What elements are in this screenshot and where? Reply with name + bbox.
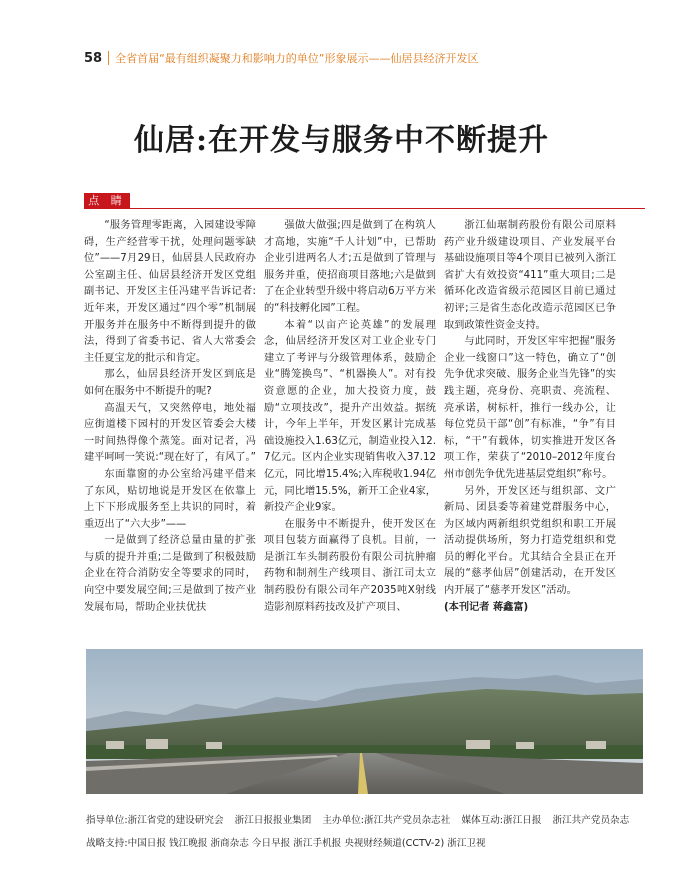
paragraph: 一是做到了经济总量由量的扩张与质的提升并重;二是做到了积极鼓励企业在符合消防安全等要求的同时，向空中要发展空间;三是做到了按产业发展布局，帮助企业扶优扶 <box>84 535 256 613</box>
article-column-2 <box>264 218 436 616</box>
section-rule <box>84 208 645 209</box>
paragraph: “服务管理零距离，入园建设零障碍，生产经营零干扰，处理问题零缺位”——7月29日，仙居县人民政府办公室副主任、仙居县经济开发区党组副书记、开发区主任冯建平告诉记者:近年来，开发区通过“四个零”机制展开服务并在服务中不断得到提升的做法，得到了省委书记、省人大常委会主任夏宝龙的批示和肯定。 <box>84 220 256 364</box>
page-header <box>84 50 479 66</box>
paragraph: 本着“以亩产论英雄”的发展理念，仙居经济开发区对工业企业专门建立了考评与分级管理体系，鼓励企业“腾笼换鸟”、“机器换人”。对有投资意愿的企业，加大投资力度，鼓励“立项技改”，提升产出效益。据统计，今年上半年，开发区累计完成基础设施投入1.63亿元，制造业投入12.7亿元。区内企业实现销售收入37.12亿元，同比增15.4%;入库税收1.94亿元，同比增15.5%，新开工企业4家，新投产企业9家。 <box>264 319 436 514</box>
paragraph: 另外，开发区还与组织部、文广新局、团县委等着建党群服务中心，为区域内两新组织党组织和职工开展活动提供场所，努力打造党组织和党员的孵化平台。尤其结合全县正在开展的“慈孝仙居”创建活动，在开发区内开展了“慈孝开发区”活动。 <box>444 485 616 597</box>
footer-item: 主办单位:浙江共产党员杂志社 <box>322 815 451 826</box>
article-column-3 <box>444 218 616 616</box>
article-title: 仙居:在开发与服务中不断提升 <box>133 123 550 158</box>
paragraph: 东面靠窗的办公室给冯建平借来了东风，贴切地说是开发区在依靠上上下下形成服务至上共识的同时，着重迈出了“六大步”—— <box>84 468 256 530</box>
footer-strategic-support: 战略支持:中国日报 钱江晚报 浙商杂志 今日早报 浙江手机报 央视财经频道(CCTV-2) 浙江卫视 <box>86 838 486 849</box>
landscape-photo <box>86 649 643 794</box>
paragraph: 与此同时，开发区牢牢把握“服务企业一线窗口”这一特色，确立了“创先争优求突破、服务企业当先锋”的实践主题，亮身份、亮职责、亮流程、亮承诺，树标杆，推行一线办公，让每位党员干部“创”有标准，“争”有目标，“干”有载体，切实推进开发区各项工作，荣获了“2010–2012年度台州市创先争优先进基层党组织”称号。 <box>444 336 616 480</box>
running-title: 全省首届“最有组织凝聚力和影响力的单位”形象展示——仙居县经济开发区 <box>115 52 479 65</box>
road-mountain-illustration <box>86 649 643 794</box>
paragraph: 浙江仙琚制药股份有限公司原料药产业升级建设项目、产业发展平台基础设施项目等4个项目已被列入浙江省扩大有效投资“411”重大项目;二是循环化改造省级示范园区目前已通过初评;三是省生态化改造示范园区已争取到政策性资金支持。 <box>444 220 616 331</box>
footer-item: 浙江日报报业集团 <box>234 815 312 826</box>
header-divider <box>108 51 109 65</box>
footer-item: 媒体互动:浙江日报 <box>461 815 542 826</box>
footer-item: 指导单位:浙江省党的建设研究会 <box>86 815 224 826</box>
paragraph: 在服务中不断提升，使开发区在项目包装方面赢得了良机。目前，一是浙江车头制药股份有限公司抗肿瘤药物和制剂生产线项目、浙江司太立制药股份有限公司年产2035吨X射线造影剂原料药技改及扩产项目、 <box>264 518 436 613</box>
author-byline: (本刊记者 蒋鑫富) <box>444 601 529 613</box>
paragraph: 强做大做强;四是做到了在构筑人才高地，实施“千人计划”中，已帮助企业引进两名人才;五是做到了管理与服务并重，使招商项目落地;六是做到了在企业转型升级中将启动6万平方米的“科技孵化园”工程。 <box>264 220 436 314</box>
footer-item: 浙江共产党员杂志 <box>552 815 630 826</box>
paragraph: 那么，仙居县经济开发区到底是如何在服务中不断提升的呢? <box>84 369 256 397</box>
footer-sponsors <box>86 812 637 826</box>
paragraph: 高温天气，又突然停电，地处福应街道楼下园村的开发区管委会大楼一时间热得像个蒸笼。面对记者，冯建平呵呵一笑说:“现在好了，有风了。” <box>84 402 256 464</box>
page-number: 58 <box>84 50 103 66</box>
section-tag: 点 睛 <box>84 193 130 209</box>
article-column-1 <box>84 218 256 616</box>
